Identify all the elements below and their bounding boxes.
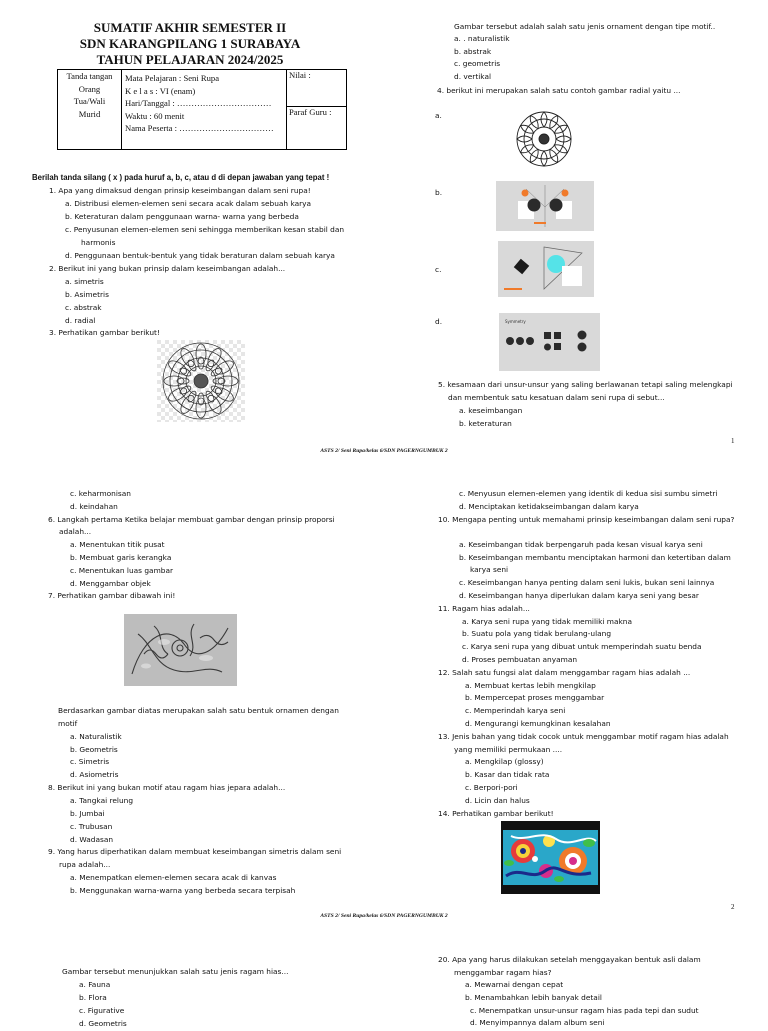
option-text: a. Karya seni rupa yang tidak memiliki makna xyxy=(462,617,632,626)
option-text: d. Penggunaan bentuk-bentuk yang tidak beraturan dalam sebuah karya xyxy=(65,251,335,260)
option-text: d. Licin dan halus xyxy=(465,796,530,805)
option-text: b. Kasar dan tidak rata xyxy=(465,770,550,779)
option-text: a. Keseimbangan tidak berpengaruh pada kesan visual karya seni xyxy=(459,540,703,549)
subject-line: Mata Pelajaran : Seni Rupa xyxy=(125,73,220,83)
name-line: Nama Peserta : …………………………… xyxy=(125,123,274,133)
option-text: a. . naturalistik xyxy=(454,34,510,43)
date-line: Hari/Tanggal : …………………………… xyxy=(125,98,272,108)
option-text: b. Keteraturan dalam penggunaan warna- warna yang berbeda xyxy=(65,212,299,221)
option-text: b. Menggunakan warna-warna yang berbeda secara terpisah xyxy=(70,886,296,895)
question-7: 7. Perhatikan gambar dibawah ini! xyxy=(48,591,176,600)
student-info-cell xyxy=(122,70,287,150)
option-text: d. Mengurangi kemungkinan kesalahan xyxy=(465,719,611,728)
floral-ornament-image-q14 xyxy=(501,821,600,894)
question-4: 4. berikut ini merupakan salah satu contoh gambar radial yaitu ... xyxy=(437,86,681,95)
option-text: d. Wadasan xyxy=(70,835,114,844)
option-text: a. Tangkai relung xyxy=(70,796,134,805)
option-text: c. Simetris xyxy=(70,757,110,766)
option-text: c. Menempatkan unsur-unsur ragam hias pada tepi dan sudut xyxy=(470,1006,699,1015)
instruction-text: Berilah tanda silang ( x ) pada huruf a, b, c, atau d di depan jawaban yang tepat ! xyxy=(32,173,330,182)
score-label: Nilai : xyxy=(289,70,311,80)
question-1: 1. Apa yang dimaksud dengan prinsip keseimbangan dalam seni rupa! xyxy=(49,186,311,195)
identity-box xyxy=(57,69,347,150)
option-letter-c: c. xyxy=(435,265,442,274)
asymmetry-image-c xyxy=(498,241,594,297)
question-11: 11. Ragam hias adalah... xyxy=(438,604,530,613)
option-text: a. Distribusi elemen-elemen seni secara acak dalam sebuah karya xyxy=(65,199,312,208)
question-9-cont: rupa adalah... xyxy=(59,860,111,869)
option-text: b. Mempercepat proses menggambar xyxy=(465,693,605,702)
option-text: d. keindahan xyxy=(70,502,118,511)
option-text-cont: harmonis xyxy=(81,238,116,247)
option-text: d. Menciptakan ketidakseimbangan dalam karya xyxy=(459,502,639,511)
question-5-cont: dan membentuk satu kesatuan dalam seni rupa di sebut... xyxy=(448,393,665,402)
option-text: d. Menggambar objek xyxy=(70,579,151,588)
option-text: a. Menentukan titik pusat xyxy=(70,540,165,549)
option-text: b. Keseimbangan membantu menciptakan harmoni dan ketertiban dalam xyxy=(459,553,731,562)
option-text: b. keteraturan xyxy=(459,419,512,428)
option-text: c. Figurative xyxy=(79,1006,125,1015)
parent-label-line: Murid xyxy=(78,108,101,119)
option-text: b. Flora xyxy=(79,993,107,1002)
page-title-line-3: TAHUN PELAJARAN 2024/2025 xyxy=(96,52,284,67)
q14-prompt: Gambar tersebut menunjukkan salah satu jenis ragam hias... xyxy=(62,967,289,976)
option-text: c. Trubusan xyxy=(70,822,113,831)
option-text: a. Fauna xyxy=(79,980,111,989)
option-text: d. Proses pembuatan anyaman xyxy=(462,655,578,664)
option-text: b. abstrak xyxy=(454,47,492,56)
q7-prompt-cont: motif xyxy=(58,719,78,728)
mandala-image-q3 xyxy=(157,340,245,422)
option-text: a. Naturalistik xyxy=(70,732,122,741)
teacher-sign-label: Paraf Guru : xyxy=(289,107,332,117)
page-title-line-2: SDN KARANGPILANG 1 SURABAYA xyxy=(79,36,301,51)
question-13-cont: yang memiliki permukaan .... xyxy=(454,745,563,754)
option-text: b. Asimetris xyxy=(65,290,109,299)
time-line: Waktu : 60 menit xyxy=(125,110,185,121)
option-text: c. Berpori-pori xyxy=(465,783,518,792)
option-text: c. geometris xyxy=(454,59,501,68)
question-5: 5. kesamaan dari unsur-unsur yang saling berlawanan tetapi saling melengkapi xyxy=(438,380,733,389)
question-6: 6. Langkah pertama Ketika belajar membuat gambar dengan prinsip proporsi xyxy=(48,515,335,524)
question-3: 3. Perhatikan gambar berikut! xyxy=(49,328,160,337)
question-13: 13. Jenis bahan yang tidak cocok untuk menggambar motif ragam hias adalah xyxy=(438,732,729,741)
class-line: K e l a s : VI (enam) xyxy=(125,85,196,96)
option-text: d. radial xyxy=(65,316,96,325)
teacher-sign-cell xyxy=(287,107,347,150)
page-footer-1: ASTS 2/ Seni Rupa/kelas 6/SDN PAGERNGUMBUK 2 xyxy=(320,448,448,454)
parent-label-line: Orang xyxy=(78,83,101,94)
page-footer-2: ASTS 2/ Seni Rupa/kelas 6/SDN PAGERNGUMBUK 2 xyxy=(320,913,448,919)
radial-mandala-a xyxy=(508,110,580,168)
option-text: c. Keseimbangan hanya penting dalam seni lukis, bukan seni lainnya xyxy=(459,578,715,587)
option-text: d. Menyimpannya dalam album seni xyxy=(470,1018,605,1027)
option-text: c. abstrak xyxy=(65,303,102,312)
page-number-1: 1 xyxy=(731,437,735,445)
question-9: 9. Yang harus diperhatikan dalam membuat keseimbangan simetris dalam seni xyxy=(48,847,342,856)
option-text: d. vertikal xyxy=(454,72,492,81)
parent-label-line: Tanda tangan xyxy=(66,71,113,81)
question-20: 20. Apa yang harus dilakukan setelah menggayakan bentuk asli dalam xyxy=(438,955,701,964)
option-text: b. Suatu pola yang tidak berulang-ulang xyxy=(462,629,612,638)
page-number-2: 2 xyxy=(731,903,735,911)
option-text: c. Penyusunan elemen-elemen seni sehingga memberikan kesan stabil dan xyxy=(65,225,345,234)
q3-prompt: Gambar tersebut adalah salah satu jenis ornament dengan tipe motif.. xyxy=(454,22,716,31)
question-10: 10. Mengapa penting untuk memahami prinsip keseimbangan dalam seni rupa? xyxy=(438,515,735,524)
symmetry-image-b xyxy=(496,181,594,231)
option-text: b. Geometris xyxy=(70,745,118,754)
option-letter-a: a. xyxy=(435,111,442,120)
symmetry-dots-image-d xyxy=(499,313,600,371)
option-text: a. keseimbangan xyxy=(459,406,523,415)
parent-label-line: Tua/Wali xyxy=(73,96,106,106)
option-text: d. Asiometris xyxy=(70,770,119,779)
option-text: b. Menambahkan lebih banyak detail xyxy=(465,993,602,1002)
option-text: a. Membuat kertas lebih mengkilap xyxy=(465,681,596,690)
option-text: d. Geometris xyxy=(79,1019,127,1028)
carved-ornament-image-q7 xyxy=(124,614,237,686)
page-title-line-1: SUMATIF AKHIR SEMESTER II xyxy=(93,20,287,35)
question-14: 14. Perhatikan gambar berikut! xyxy=(438,809,554,818)
option-text: c. Menentukan luas gambar xyxy=(70,566,174,575)
parent-signature-cell xyxy=(58,70,122,150)
option-text: a. Menempatkan elemen-elemen secara acak di kanvas xyxy=(70,873,277,882)
q7-prompt: Berdasarkan gambar diatas merupakan salah satu bentuk ornamen dengan xyxy=(58,706,339,715)
option-text-cont: karya seni xyxy=(470,565,509,574)
question-20-cont: menggambar ragam hias? xyxy=(454,968,552,977)
option-letter-d: d. xyxy=(435,317,443,326)
option-text: c. Menyusun elemen-elemen yang identik di kedua sisi sumbu simetri xyxy=(459,489,718,498)
option-text: c. Karya seni rupa yang dibuat untuk memperindah suatu benda xyxy=(462,642,702,651)
question-2: 2. Berikut ini yang bukan prinsip dalam keseimbangan adalah... xyxy=(49,264,286,273)
symmetry-caption: Symmetry xyxy=(505,319,526,324)
option-text: c. keharmonisan xyxy=(70,489,131,498)
question-8: 8. Berikut ini yang bukan motif atau ragam hias jepara adalah... xyxy=(48,783,286,792)
question-6-cont: adalah... xyxy=(59,527,92,536)
score-cell xyxy=(287,70,347,107)
question-12: 12. Salah satu fungsi alat dalam menggambar ragam hias adalah ... xyxy=(438,668,691,677)
option-text: a. Mewarnai dengan cepat xyxy=(465,980,564,989)
option-text: c. Memperindah karya seni xyxy=(465,706,566,715)
option-text: b. Jumbai xyxy=(70,809,105,818)
option-text: a. simetris xyxy=(65,277,104,286)
option-letter-b: b. xyxy=(435,188,443,197)
option-text: d. Keseimbangan hanya diperlukan dalam karya seni yang besar xyxy=(459,591,699,600)
option-text: a. Mengkilap (glossy) xyxy=(465,757,544,766)
option-text: b. Membuat garis kerangka xyxy=(70,553,172,562)
